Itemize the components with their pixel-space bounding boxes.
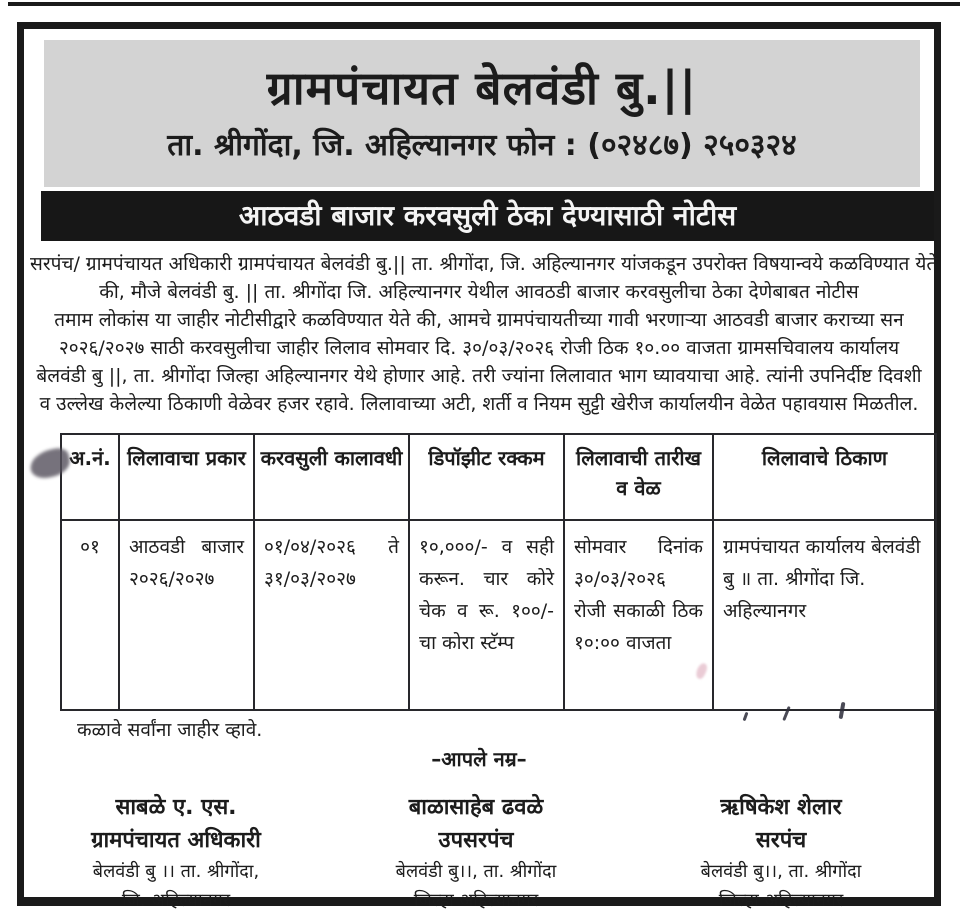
signatory-address: बेलवंडी बु।।, ता. श्रीगोंदा xyxy=(395,861,557,882)
body-line: सरपंच/ ग्रामपंचायत अधिकारी ग्रामपंचायत बेलवंडी बु.|| ता. श्रीगोंदा, जि. अहिल्यानगर यांजकडून उपरोक्त विषयान्वये कळविण्यात येते xyxy=(30,253,938,275)
notice-title-bar: आठवडी बाजार करवसुली ठेका देण्यासाठी नोटीस xyxy=(41,191,934,241)
cell-auction-place: ग्रामपंचायत कार्यालय बेलवंडी बु ॥ ता. श्रीगोंदा जि. अहिल्यानगर xyxy=(713,520,936,710)
notice-frame xyxy=(17,22,941,911)
table-header-row xyxy=(61,434,936,520)
col-collection-period: करवसुली कालावधी xyxy=(254,434,409,520)
col-auction-type: लिलावाचा प्रकार xyxy=(119,434,254,520)
col-auction-datetime: लिलावाची तारीख व वेळ xyxy=(564,434,713,520)
salutation: –आपले नम्र– xyxy=(431,747,527,771)
body-line: २०२६/२०२७ साठी करवसुलीचा जाहीर लिलाव सोमवार दि. ३०/०३/२०२६ रोजी ठिक १०.०० वाजता ग्रामसचिवालय कार्यालय xyxy=(58,337,900,359)
signatory-name: बाळासाहेब ढवळे xyxy=(408,795,544,820)
cell-serial-no: ०१ xyxy=(61,520,119,710)
letterhead xyxy=(44,40,920,187)
auction-table xyxy=(60,433,937,711)
top-rule xyxy=(8,2,960,6)
signatory-address: जिल्हा अहिल्यानगर xyxy=(718,890,844,911)
signatory-address: जिल्हा अहिल्यानगर xyxy=(413,890,539,911)
body-line: तमाम लोकांस या जाहीर नोटीसीद्वारे कळविण्यात येते की, आमचे ग्रामपंचायतीच्या गावी भरणाऱ्या आठवडी बाजार कराच्या सन xyxy=(54,309,904,331)
col-serial-no: अ.नं. xyxy=(61,434,119,520)
signatory-officer xyxy=(46,791,306,915)
signatory-address: बेलवंडी बु ।। ता. श्रीगोंदा, xyxy=(92,861,260,882)
gram-panchayat-subtitle: ता. श्रीगोंदा, जि. अहिल्यानगर फोन : (०२४८७) २५०३२४ xyxy=(167,128,797,163)
signatory-sarpanch xyxy=(641,791,921,915)
cell-collection-period: ०१/०४/२०२६ ते ३१/०३/२०२७ xyxy=(254,520,409,710)
cell-auction-type: आठवडी बाजार २०२६/२०२७ xyxy=(119,520,254,710)
body-line: व उल्लेख केलेल्या ठिकाणी वेळेवर हजर रहावे. लिलावाच्या अटी, शर्ती व नियम सुट्टी खेरीज कार्यालयीन वेळेत पहावयास मिळतील. xyxy=(39,393,919,415)
col-deposit-amount: डिपॉझीट रक्कम xyxy=(409,434,564,520)
signatory-name: साबळे ए. एस. xyxy=(115,795,237,820)
gram-panchayat-title: ग्रामपंचायत बेलवंडी बु.|| xyxy=(266,61,698,115)
cell-deposit-amount: १०,०००/- व सही करून. चार कोरे चेक व रू. १००/- चा कोरा स्टॅम्प xyxy=(409,520,564,710)
signatory-address: बेलवंडी बु।।, ता. श्रीगोंदा xyxy=(700,861,862,882)
signatory-deputy-sarpanch xyxy=(336,791,616,915)
closing-line: कळावे सर्वांना जाहीर व्हावे. xyxy=(77,719,263,741)
signatory-address: जि. अहिल्यानगर xyxy=(121,890,231,911)
signatory-designation: ग्रामपंचायत अधिकारी xyxy=(91,828,261,853)
signature-row xyxy=(24,791,934,915)
signatory-designation: सरपंच xyxy=(755,828,807,853)
body-line: की, मौजे बेलवंडी बु. || ता. श्रीगोंदा जि. अहिल्यानगर येथील आवठडी बाजार करवसुलीचा ठेका देणेबाबत नोटीस xyxy=(99,281,859,303)
cell-auction-datetime: सोमवार दिनांक ३०/०३/२०२६ रोजी सकाळी ठिक १०:०० वाजता xyxy=(564,520,713,710)
body-line: बेलवंडी बु ||, ता. श्रीगोंदा जिल्हा अहिल्यानगर येथे होणार आहे. तरी ज्यांना लिलावात भाग घ्यावयाचा आहे. त्यांनी उपनिर्दीष्ट दिवशी xyxy=(36,365,922,387)
signatory-name: ऋषिकेश शेलार xyxy=(720,795,842,820)
table-row xyxy=(61,520,936,710)
col-auction-place: लिलावाचे ठिकाण xyxy=(713,434,936,520)
signatory-designation: उपसरपंच xyxy=(438,828,514,853)
notice-body xyxy=(24,250,938,418)
